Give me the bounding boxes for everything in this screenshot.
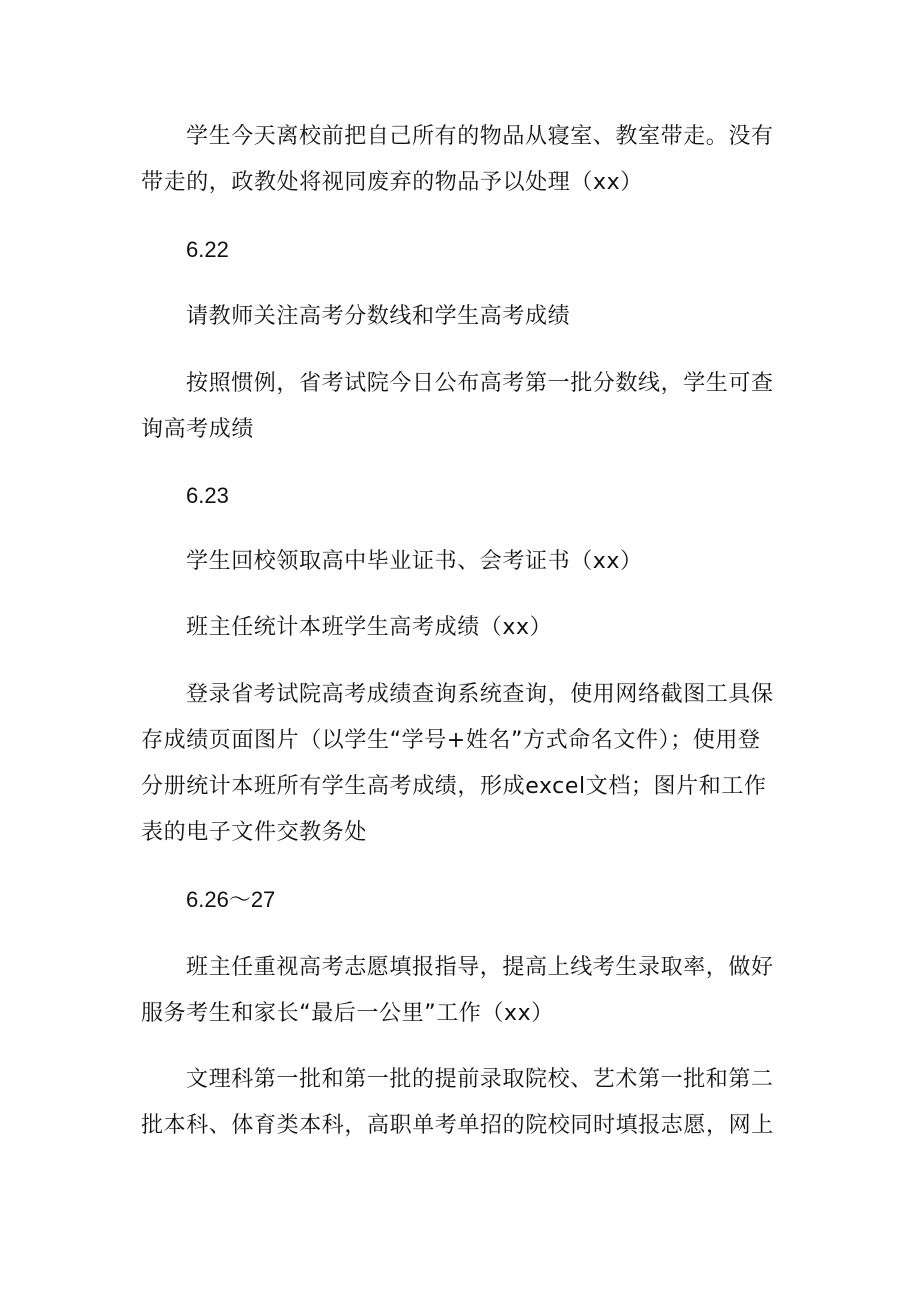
date-heading-6-26-27: 6.26～27 — [186, 887, 276, 912]
paragraph-score-query-procedure: 登录省考试院高考成绩查询系统查询，使用网络截图工具保存成绩页面图片（以学生“学号+姓名”方式命名文件）；使用登分册统计本班所有学生高考成绩，形成excel文档；图片和工作表的电子文件交教务处 — [141, 682, 774, 845]
paragraph-application-batches: 文理科第一批和第一批的提前录取院校、艺术第一批和第二批本科、体育类本科，高职单考单招的院校同时填报志愿，网上 — [141, 1067, 774, 1138]
date-heading-6-22: 6.22 — [186, 237, 229, 262]
paragraph-score-attention: 请教师关注高考分数线和学生高考成绩 — [186, 304, 571, 329]
paragraph-certificate-collection: 学生回校领取高中毕业证书、会考证书（xx） — [186, 549, 643, 574]
date-heading-6-23: 6.23 — [186, 483, 229, 508]
paragraph-departure-notice: 学生今天离校前把自己所有的物品从寝室、教室带走。没有带走的，政教处将视同废弃的物品予以处理（xx） — [141, 124, 774, 195]
paragraph-class-score-statistics: 班主任统计本班学生高考成绩（xx） — [186, 615, 553, 640]
paragraph-score-release: 按照惯例，省考试院今日公布高考第一批分数线，学生可查询高考成绩 — [141, 371, 774, 442]
paragraph-application-guidance: 班主任重视高考志愿填报指导，提高上线考生录取率，做好服务考生和家长“最后一公里”工作（xx） — [141, 955, 774, 1026]
